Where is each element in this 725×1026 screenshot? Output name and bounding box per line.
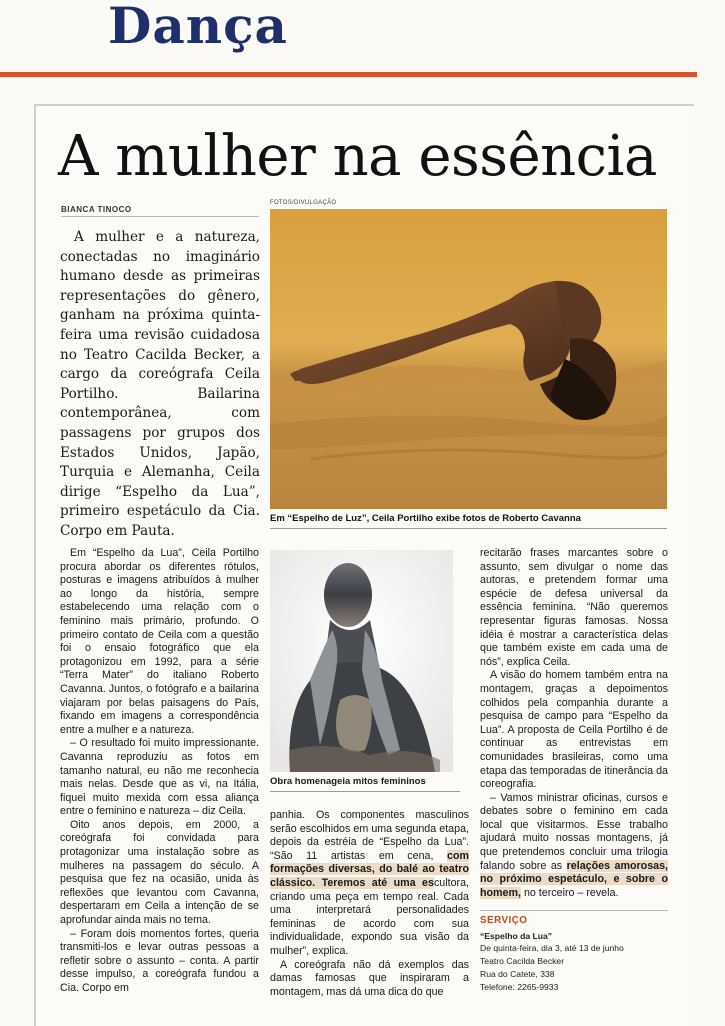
col2-text: panhia. Os componentes masculinos serão escolhidos em uma segunda etapa, depois da estréia de “Espelho da Lua”. “São 11 artistas em cena, xyxy=(270,809,469,862)
main-photo-image xyxy=(270,209,667,509)
body-column-1 xyxy=(60,547,259,996)
col3-paragraph: A visão do homem também entra na montagem, graças a depoimentos colhidos pela companhia durante a pesquisa de campo para “Espelho da Lua”. A proposta de Ceila Portilho é de continuar as entrevistas em comunidades brasileiras, como uma etapa das temporadas de itinerância da coreografia. xyxy=(480,669,668,791)
body-column-2 xyxy=(270,809,469,999)
service-show-name: “Espelho da Lua” xyxy=(480,930,553,941)
col2-paragraph xyxy=(270,809,469,959)
service-venue: Teatro Cacilda Becker xyxy=(480,956,565,967)
col2-paragraph: A coreógrafa não dá exemplos das damas famosas que inspiraram a montagem, mas dá uma dica do que xyxy=(270,958,469,998)
second-photo xyxy=(270,550,453,772)
col3-text: no terceiro – revela. xyxy=(520,886,619,899)
service-phone: Telefone: 2265-9933 xyxy=(480,981,559,992)
service-box xyxy=(480,915,668,993)
byline: BIANCA TINOCO xyxy=(61,205,132,214)
col2-highlight: com formações diversas, do balé ao teatro clássico. Teremos até uma es xyxy=(270,849,469,889)
col1-paragraph: Em “Espelho da Lua”, Ceila Portilho procura abordar os diferentes rótulos, posturas e imagens atribuídos à mulher ao longo da história, sempre estabelecendo uma relação com o feminino mais primário, profundo. O primeiro contato de Ceila com a questão foi o ensaio fotográfico que ela protagonizou em 1992, para a série “Terra Mater” do italiano Roberto Cavanna. Juntos, o fotógrafo e a bailarina viajaram por belas paisagens do País, fixando em imagens a correspondência entre a mulher e a natureza. xyxy=(60,547,259,736)
col1-paragraph: – Foram dois momentos fortes, queria transmiti-los e levar outras pessoas a refletir sobre o assunto – conta. A partir desse impulso, a coreógrafa fundou a Cia. Corpo em xyxy=(60,927,259,994)
col3-paragraph xyxy=(480,792,668,901)
col3-highlight: relações amorosas, no próximo espetáculo, e sobre o homem, xyxy=(480,859,668,899)
lead-text: A mulher e a natureza, conectadas no imaginário humano desde as primeiras representações do gênero, ganham na próxima quinta-feira uma revisão cuidadosa no Teatro Cacilda Becker, a cargo da coreógrafa Ceila Portilho. Bailarina contemporânea, com passagens por grupos dos Estados Unidos, Japão, Turquia e Alemanha, Ceila dirige “Espelho da Lua”, primeiro espetáculo da Cia. Corpo em Pauta. xyxy=(60,229,260,539)
byline-divider xyxy=(61,216,259,217)
service-dates: De quinta-feira, dia 3, até 13 de junho xyxy=(480,943,624,954)
section-title: Dança xyxy=(108,0,288,55)
second-photo-caption: Obra homenageia mitos femininos xyxy=(270,776,426,787)
body-column-3 xyxy=(480,547,668,900)
col3-paragraph: recitarão frases marcantes sobre o assunto, sem divulgar o nome das autoras, e pretendem formar uma espécie de defesa universal da essência feminina. “Não queremos representar figuras famosas. Nossa idéia é mostrar a característica delas que também existe em cada uma de nós”, explica Ceila. xyxy=(480,547,668,668)
photo-credit: FOTOS/DIVULGAÇÃO xyxy=(270,200,337,206)
col1-paragraph: Oito anos depois, em 2000, a coreógrafa foi convidada para protagonizar uma instalação sobre as mulheres na passagem do século. A pesquisa que fez na ocasião, unida às reflexões que levantou com Cavanna, despertaram em Ceila a intenção de se aprofundar ainda mais no tema. xyxy=(60,818,259,927)
col1-paragraph: – O resultado foi muito impressionante. Cavanna reproduziu as fotos em tamanho natural, eu não me reconhecia mais nelas. Desde que as vi, na Itália, fiquei muito mexida com essa aliança entre o feminino e natureza – diz Ceila. xyxy=(60,737,259,818)
main-photo xyxy=(270,209,667,509)
caption-divider xyxy=(270,791,460,792)
service-title: SERVIÇO xyxy=(480,915,528,926)
service-divider xyxy=(480,910,668,911)
section-divider xyxy=(0,72,697,77)
col3-text: – Vamos ministrar oficinas, cursos e debates sobre o feminino em cada local que visitarmos. Esse trabalho ajudará muito nossas montagens, já que pretendemos concluir uma trilogia falando sobre as xyxy=(480,791,668,872)
caption-divider xyxy=(270,528,667,529)
lead-paragraph xyxy=(60,228,260,542)
second-photo-image xyxy=(270,550,453,772)
article-headline: A mulher na essência xyxy=(58,124,657,189)
service-address: Rua do Catete, 338 xyxy=(480,968,555,979)
col2-text: cultora, criando uma peça em tempo real. Cada uma interpretará personalidades femininas de acordo com sua individualidade, expondo sua visão da mulher”, explica. xyxy=(270,876,469,957)
main-photo-caption: Em “Espelho de Luz”, Ceila Portilho exibe fotos de Roberto Cavanna xyxy=(270,513,581,524)
